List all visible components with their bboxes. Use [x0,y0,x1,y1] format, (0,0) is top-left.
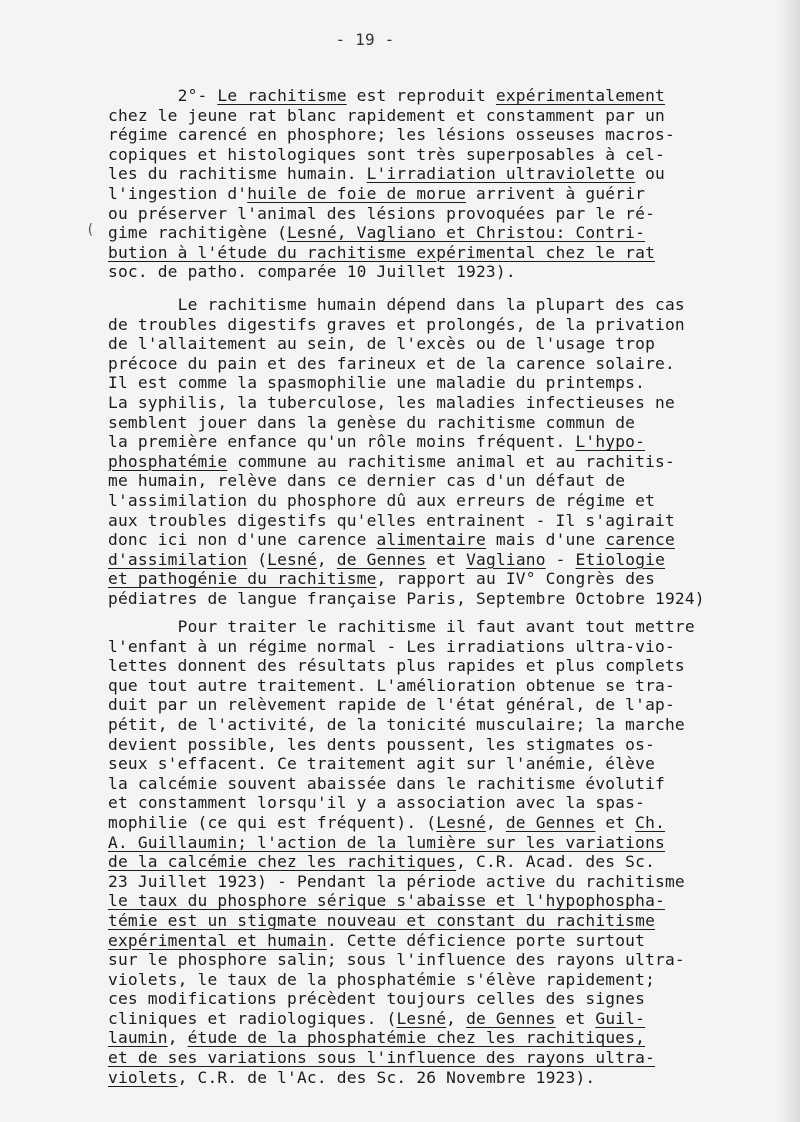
text-segment: duit par un relèvement rapide de l'état général, de l'ap- [108,695,675,715]
underlined-text: et de ses variations sous l'influence des rayons ultra- [108,1048,656,1068]
text-line [108,617,788,637]
text-segment: me humain, relève dans ce dernier cas d'un défaut de [108,471,626,491]
underlined-text: témie est un stigmate nouveau et constant du rachitisme [108,910,656,930]
text-segment: devient possible, les dents poussent, les stigmates os- [108,734,656,754]
text-line [108,813,788,833]
text-line [108,491,788,511]
page-number: - 19 - [335,30,395,49]
text-segment: La syphilis, la tuberculose, les maladies infectieuses ne [108,392,675,412]
text-line [108,354,788,374]
text-segment: , [485,812,506,832]
text-segment: Pour traiter le rachitisme il faut avant tout mettre [108,617,695,636]
text-segment: est reproduit [346,86,496,105]
paragraph-1 [108,86,788,282]
underlined-text: phosphatémie [108,451,228,471]
text-segment: mophilie (ce qui est fréquent). ( [108,812,437,832]
text-line [108,1028,788,1048]
text-line [108,676,788,696]
underlined-text: expérimental et humain [108,930,327,950]
text-segment: , rapport au IV° Congrès des [376,569,656,589]
text-segment: , [316,549,337,569]
underlined-text: Lesné [267,549,317,569]
text-line [108,393,788,413]
underlined-text: bution à l'étude du rachitisme expérimental chez le rat [108,242,656,262]
underlined-text: laumin [108,1028,168,1048]
text-segment: donc ici non d'une carence [108,530,377,550]
text-segment: l'ingestion d' [108,183,248,203]
text-line [108,715,788,735]
text-segment: de l'allaitement au sein, de l'excès ou de l'usage trop [108,334,656,354]
underlined-text: de Gennes [505,812,596,832]
underlined-text: Lesné, Vagliano et Christou: Contri- [287,223,646,243]
text-segment: soc. de patho. comparée 10 Juillet 1923). [108,262,516,282]
text-segment: ou préserver l'animal des lésions provoquées par le ré- [108,203,656,223]
text-line [108,550,788,570]
text-segment: commune au rachitisme animal et au rachitis- [227,451,675,471]
text-line [108,452,788,472]
text-line [108,223,788,243]
underlined-text: alimentaire [376,530,486,550]
text-segment: les du rachitisme humain. [108,164,367,184]
text-line [108,989,788,1009]
text-line [108,656,788,676]
text-segment: de troubles digestifs graves et prolongés, de la privation [108,314,685,334]
text-line [108,295,788,315]
paragraph-2 [108,295,788,609]
text-segment: . Cette déficience porte surtout [326,930,646,950]
underlined-text: A. Guillaumin; l'action de la lumière sur les variations [108,832,665,852]
text-line [108,530,788,550]
text-line [108,432,788,452]
underlined-text: Lesné [396,1008,447,1028]
underlined-text: carence [605,530,675,550]
underlined-text: de la calcémie chez les rachitiques [108,852,457,872]
underlined-text: de Gennes [336,549,427,569]
text-segment: , [446,1008,467,1028]
text-segment: Le rachitisme humain dépend dans la plupart des cas [108,295,685,314]
text-segment: pétit, de l'activité, de la tonicité musculaire; la marche [108,714,685,734]
text-segment: , C.R. Acad. des Sc. [456,852,656,872]
text-line [108,833,788,853]
text-segment: la première enfance qu'un rôle moins fréquent. [108,432,576,452]
text-segment: ces modifications précèdent toujours celles des signes [108,989,646,1009]
text-segment: la calcémie souvent abaissée dans le rachitisme évolutif [108,773,665,793]
underlined-text: L'irradiation ultraviolette [366,164,636,184]
text-line [108,413,788,433]
text-segment: , [167,1028,188,1048]
underlined-text: expérimentalement [495,86,665,105]
text-segment: sur le phosphore salin; sous l'influence des rayons ultra- [108,950,685,970]
text-segment: 23 Juillet 1923) - Pendant la période active du rachitisme [108,871,685,891]
underlined-text: Ch. [635,812,666,832]
underlined-text: et pathogénie du rachitisme [108,569,377,589]
text-line [108,695,788,715]
text-line [108,774,788,794]
text-segment: seux s'effacent. Ce traitement agit sur l'anémie, élève [108,754,656,774]
text-line [108,911,788,931]
text-line [108,569,788,589]
underlined-text: Le rachitisme [217,86,347,105]
text-segment: et [426,549,467,569]
text-segment: semblent jouer dans la genèse du rachitisme commun de [108,412,636,432]
text-line [108,637,788,657]
text-line [108,511,788,531]
text-segment: copiques et histologiques sont très superposables à cel- [108,144,665,164]
text-line [108,931,788,951]
underlined-text: Lesné [436,812,486,832]
underlined-text: étude de la phosphatémie chez les rachitiques, [187,1028,646,1048]
text-segment: violets, le taux de la phosphatémie s'élève rapidement; [108,969,656,989]
text-line [108,334,788,354]
underlined-text: huile de foie de morue [247,183,467,203]
text-line [108,243,788,263]
text-segment: l'enfant à un régime normal - Les irradiations ultra-vio- [108,636,675,656]
text-segment: chez le jeune rat blanc rapidement et constamment par un [108,105,665,125]
text-line [108,164,788,184]
margin-mark: ( [86,222,95,238]
text-line [108,471,788,491]
text-segment: , C.R. de l'Ac. des Sc. 26 Novembre 1923). [177,1067,596,1087]
text-line [108,373,788,393]
text-segment: et [595,812,636,832]
text-line [108,125,788,145]
text-line [108,204,788,224]
underlined-text: Vagliano [466,549,546,569]
text-segment: - [545,549,576,569]
text-segment: Il est comme la spasmophilie une maladie du printemps. [108,373,646,393]
text-line [108,891,788,911]
text-segment: et constamment lorsqu'il y a association avec la spas- [108,793,646,813]
text-line [108,1048,788,1068]
text-segment: mais d'une [485,530,606,550]
text-line [108,315,788,335]
text-line [108,1009,788,1029]
text-segment: ( [247,549,268,569]
underlined-text: L'hypo- [575,432,646,452]
text-line [108,872,788,892]
text-segment: ou [635,164,665,184]
text-segment: aux troubles digestifs qu'elles entrainent - Il s'agirait [108,510,675,530]
text-segment: 2°- [108,86,218,105]
text-line [108,852,788,872]
underlined-text: le taux du phosphore sérique s'abaisse et l'hypophospha- [108,891,665,911]
text-line [108,589,788,609]
text-line [108,262,788,282]
text-line [108,1068,788,1088]
text-segment: lettes donnent des résultats plus rapides et plus complets [108,656,685,676]
text-segment: cliniques et radiologiques. ( [108,1008,397,1028]
text-segment: précoce du pain et des farineux et de la carence solaire. [108,353,675,373]
text-line [108,184,788,204]
text-segment: que tout autre traitement. L'amélioration obtenue se tra- [108,675,675,695]
text-line [108,754,788,774]
text-line [108,735,788,755]
text-line [108,970,788,990]
text-segment: l'assimilation du phosphore dû aux erreurs de régime et [108,490,656,510]
text-segment: régime carencé en phosphore; les lésions osseuses macros- [108,125,675,145]
underlined-text: Guil- [595,1008,646,1028]
underlined-text: d'assimilation [108,549,248,569]
text-line [108,145,788,165]
underlined-text: violets [108,1067,178,1087]
text-line [108,793,788,813]
underlined-text: de Gennes [466,1008,556,1028]
paragraph-3 [108,617,788,1087]
text-segment: pédiatres de langue française Paris, Septembre Octobre 1924) [108,588,705,608]
text-segment: arrivent à guérir [466,183,646,203]
text-line [108,86,788,106]
text-segment: gime rachitigène ( [108,223,288,243]
text-line [108,950,788,970]
text-segment: et [555,1008,596,1028]
underlined-text: Etiologie [575,549,666,569]
text-line [108,106,788,126]
